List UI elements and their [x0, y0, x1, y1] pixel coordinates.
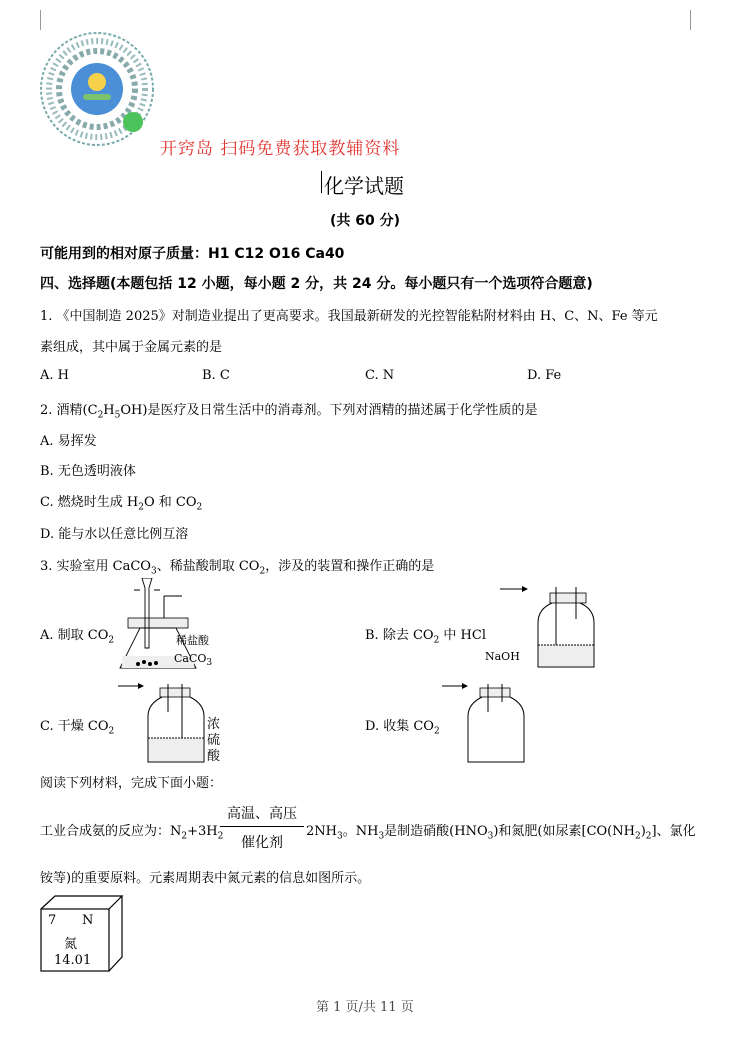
label-naoh: NaOH	[485, 650, 520, 663]
apparatus-d-bottle	[440, 682, 530, 767]
q1-option-a: A. H	[40, 368, 69, 383]
q2-option-b: B. 无色透明液体	[40, 464, 136, 479]
q3-stem: 3. 实验室用 CaCO$_3$、稀盐酸制取 $CO_2$，涉及的装置和操作正确的是	[40, 559, 435, 577]
q2-stem: 2. 酒精$(C_2H_5OH)$是医疗及日常生活中的消毒剂。下列对酒精的描述属于化学性质的是	[40, 403, 538, 421]
atomic-masses: 可能用到的相对原子质量：H1 C12 O16 Ca40	[40, 246, 345, 262]
q3-option-c: C. 干燥 $CO_2$	[40, 719, 115, 737]
industry-line1-tail: $2NH_3$。$NH_3$是制造硝酸$(HNO_3)$和氮肥(如尿素$[CO(NH_2)_2]$、氯化	[306, 824, 696, 842]
subtitle: (共 60 分)	[330, 213, 401, 229]
section-heading: 四、选择题(本题包括 12 小题，每小题 2 分，共 24 分。每小题只有一个选项符合题意)	[40, 276, 593, 292]
page-title: 化学试题	[324, 174, 404, 198]
element-number: 7	[48, 913, 57, 928]
page-footer: 第 1 页/共 11 页	[316, 1000, 414, 1015]
q1-option-b: B. C	[202, 368, 230, 383]
industry-line1: 工业合成氨的反应为：$N_2+3H_2$	[40, 824, 224, 842]
element-name: 氮	[64, 937, 78, 952]
element-mass: 14.01	[54, 953, 92, 968]
banner-text: 开窍岛 扫码免费获取教辅资料	[160, 139, 401, 159]
label-caco3: CaCO$_3$	[174, 652, 213, 669]
reading-prompt: 阅读下列材料，完成下面小题：	[40, 776, 223, 791]
apparatus-c-bottle	[118, 682, 208, 767]
q2-option-a: A. 易挥发	[40, 434, 97, 449]
label-dilute-hcl: 稀盐酸	[176, 634, 209, 647]
q3-option-b: B. 除去 $CO_2$ 中 HCl	[365, 628, 487, 646]
element-cell	[40, 895, 130, 975]
q2-option-d: D. 能与水以任意比例互溶	[40, 527, 189, 542]
element-symbol: N	[82, 913, 94, 928]
qr-code	[38, 30, 156, 148]
reaction-condition: 高温、高压 催化剂	[220, 803, 304, 852]
q3-option-a: A. 制取 $CO_2$	[40, 628, 115, 646]
q2-option-c: C. 燃烧时生成 $H_2O$ 和 $CO_2$	[40, 495, 203, 513]
q1-option-d: D. Fe	[527, 368, 562, 383]
cursor-bar	[321, 171, 322, 193]
industry-line2: 铵等)的重要原料。元素周期表中氮元素的信息如图所示。	[40, 871, 371, 886]
q1-option-c: C. N	[365, 368, 395, 383]
q3-option-d: D. 收集 $CO_2$	[365, 719, 440, 737]
label-conc-h2so4: 浓 硫 酸	[207, 717, 221, 764]
q1-line1: 1. 《中国制造 2025》对制造业提出了更高要求。我国最新研发的光控智能粘附材料由 H、C、N、Fe 等元	[40, 309, 658, 324]
q1-line2: 素组成，其中属于金属元素的是	[40, 340, 223, 355]
